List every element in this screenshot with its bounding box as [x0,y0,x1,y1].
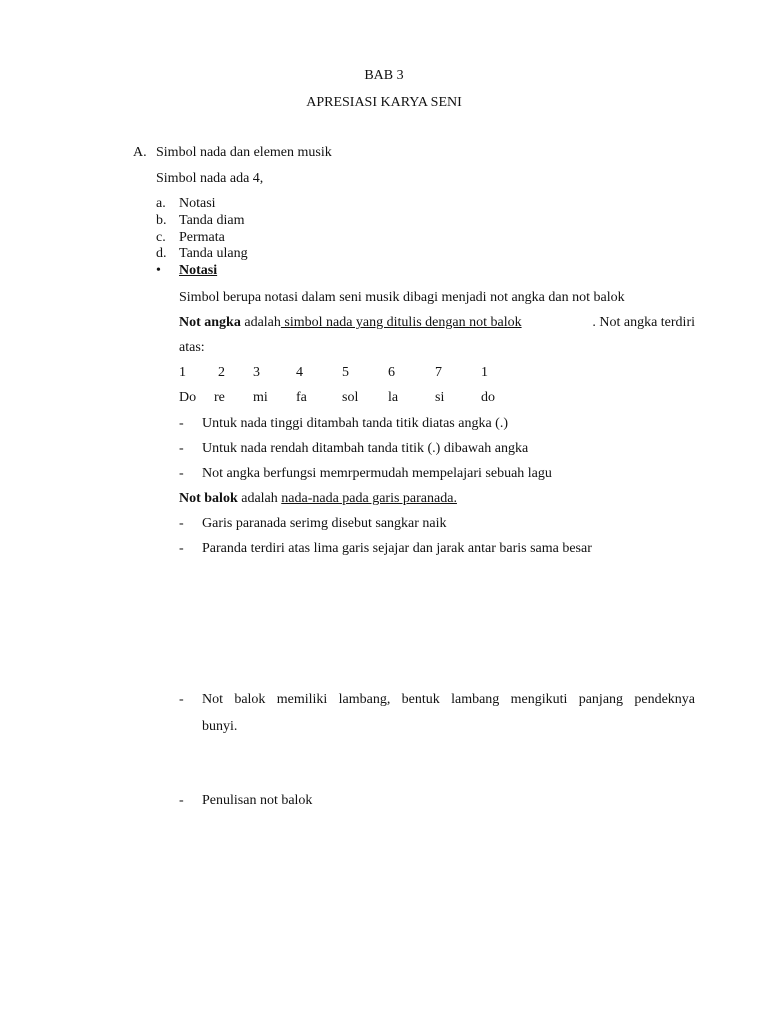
balok-point: Paranda terdiri atas lima garis sejajar dan jarak antar baris sama besar [202,541,592,556]
not-balok-definition [179,491,457,507]
list-item: Tanda ulang [179,246,248,261]
angka-point: Untuk nada rendah ditambah tanda titik (.) dibawah angka [202,441,529,456]
list-marker: b. [156,213,167,228]
lambang-point-line2: bunyi. [202,719,238,734]
list-marker: c. [156,230,166,245]
not-angka-term: Not angka [179,315,241,330]
dash-marker: - [179,793,184,808]
penulisan-point: Penulisan not balok [202,793,313,808]
solfege-syllable: do [481,390,495,405]
number-note: 7 [435,365,442,380]
angka-point: Untuk nada tinggi ditambah tanda titik diatas angka (.) [202,416,508,431]
chapter-number: BAB 3 [364,68,404,83]
number-note: 1 [481,365,488,380]
not-angka-adalah: adalah [240,315,281,330]
dash-marker: - [179,516,184,531]
dash-marker: - [179,692,184,707]
lambang-point-line1: Not balok memiliki lambang, bentuk lambang mengikuti panjang pendeknya [202,692,695,707]
dash-marker: - [179,466,184,481]
list-item: Notasi [179,196,216,211]
not-balok-term: Not balok [179,491,238,506]
list-item: Permata [179,230,225,245]
solfege-syllable: re [214,390,225,405]
not-angka-def: simbol nada yang ditulis dengan not balok [280,315,522,330]
solfege-syllable: la [388,390,399,405]
number-note: 5 [342,365,349,380]
not-balok-def: nada-nada pada garis paranada. [281,491,457,506]
number-note: 3 [253,365,260,380]
section-marker: A. [133,145,147,160]
angka-point: Not angka berfungsi memrpermudah mempelajari sebuah lagu [202,466,552,481]
number-note: 2 [218,365,225,380]
dash-marker: - [179,416,184,431]
notasi-heading: Notasi [179,263,218,278]
balok-point: Garis paranada serimg disebut sangkar naik [202,516,447,531]
dash-marker: - [179,541,184,556]
solfege-syllable: mi [253,390,268,405]
list-marker: a. [156,196,166,211]
section-intro: Simbol nada ada 4, [156,171,264,186]
chapter-title: APRESIASI KARYA SENI [306,95,462,110]
list-marker: d. [156,246,167,261]
number-note: 4 [296,365,303,380]
not-angka-continuation: atas: [179,340,205,355]
not-angka-rest: . Not angka terdiri [592,315,695,330]
bullet-icon: • [156,263,161,278]
solfege-syllable: sol [342,390,359,405]
list-item: Tanda diam [179,213,245,228]
solfege-syllable: Do [179,390,197,405]
solfege-syllable: si [435,390,445,405]
number-note: 6 [388,365,395,380]
section-heading: Simbol nada dan elemen musik [156,145,332,160]
solfege-syllable: fa [296,390,307,405]
notasi-description: Simbol berupa notasi dalam seni musik dibagi menjadi not angka dan not balok [179,290,625,305]
not-angka-definition [179,315,695,331]
number-note: 1 [179,365,186,380]
dash-marker: - [179,441,184,456]
not-balok-adalah: adalah [237,491,282,506]
